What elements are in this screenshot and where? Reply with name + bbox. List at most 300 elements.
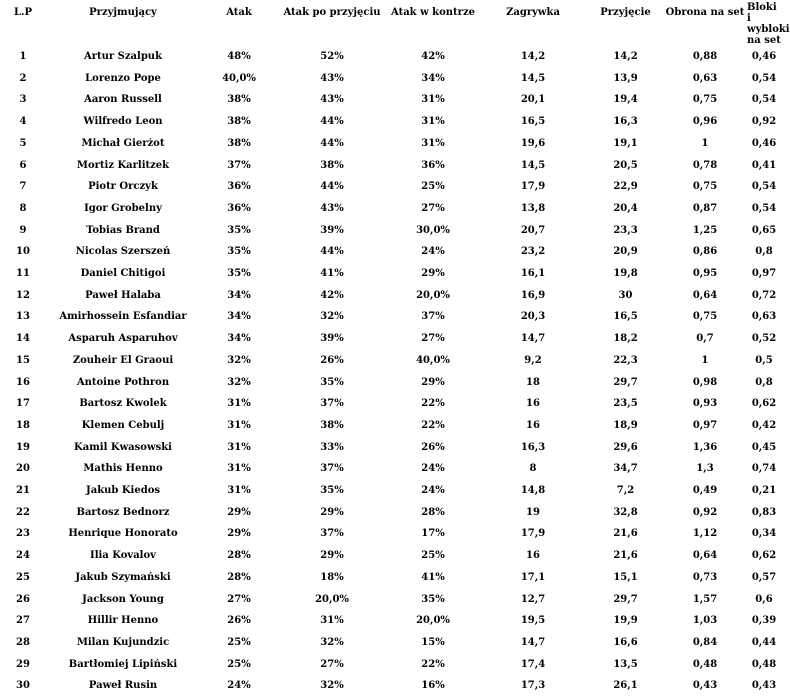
table-cell: 27% [421, 202, 445, 214]
table-cell: 29% [421, 376, 445, 388]
table-cell: 32% [320, 680, 344, 692]
table-cell: 1,03 [692, 615, 718, 627]
table-cell: 31% [227, 441, 251, 453]
table-cell: 0,64 [692, 550, 718, 562]
table-cell: 0,75 [692, 311, 718, 323]
table-row [0, 589, 783, 611]
table-cell: 0,46 [751, 137, 777, 149]
table-cell: 7,2 [616, 485, 635, 497]
table-cell: 27% [320, 658, 344, 670]
table-cell: 0,57 [751, 571, 777, 583]
table-cell: 21,6 [613, 528, 638, 540]
table-cell: 20,5 [613, 159, 638, 171]
table-row [0, 567, 783, 589]
table-cell: 23 [16, 528, 30, 540]
table-cell: 16,3 [613, 116, 638, 128]
table-cell: 0,43 [692, 680, 718, 692]
table-cell: 17,9 [520, 528, 546, 540]
table-cell: 0,95 [692, 268, 718, 280]
table-cell: 12 [16, 289, 30, 301]
table-cell: 35% [227, 246, 251, 258]
table-cell: 32% [320, 311, 344, 323]
table-cell: 39% [320, 333, 344, 345]
player-name-cell: Mathis Henno [83, 463, 163, 475]
player-name-cell: Zouheir El Graoui [72, 354, 174, 366]
table-cell: 26% [227, 615, 251, 627]
table-cell: 7 [19, 181, 27, 193]
table-cell: 32% [227, 376, 251, 388]
table-cell: 0,54 [751, 94, 777, 106]
player-name-cell: Jakub Kiedos [85, 485, 161, 497]
table-cell: 22,3 [613, 354, 638, 366]
table-cell: 23,3 [613, 224, 638, 236]
table-cell: 20 [16, 463, 30, 475]
table-cell: 31% [421, 137, 445, 149]
table-cell: 25% [227, 636, 251, 648]
table-cell: 35% [421, 593, 445, 605]
player-name-cell: Henrique Honorato [68, 528, 178, 540]
table-cell: 0,54 [751, 181, 777, 193]
table-cell: 14,7 [520, 333, 546, 345]
table-cell: 14,7 [520, 636, 546, 648]
table-cell: 0,6 [755, 593, 773, 605]
table-cell: 29% [421, 268, 445, 280]
table-cell: 0,39 [751, 615, 777, 627]
table-cell: 0,74 [751, 463, 777, 475]
table-cell: 1 [701, 137, 709, 149]
table-cell: 16,5 [613, 311, 638, 323]
table-cell: 37% [320, 528, 344, 540]
table-cell: 35% [320, 376, 344, 388]
table-cell: 31% [227, 485, 251, 497]
player-name-cell: Paweł Halaba [85, 289, 161, 301]
table-cell: 23,5 [613, 398, 638, 410]
player-name-cell: Lorenzo Pope [85, 72, 161, 84]
table-cell: 9 [19, 224, 27, 236]
table-cell: 34% [227, 333, 251, 345]
player-name-cell: Asparuh Asparuhov [68, 333, 178, 345]
table-cell: 30 [16, 680, 30, 692]
table-cell: 0,97 [751, 268, 777, 280]
table-cell: 20,3 [520, 311, 546, 323]
table-cell: 19 [16, 441, 30, 453]
table-cell: 0,54 [751, 202, 777, 214]
table-row [0, 68, 783, 90]
table-cell: 21,6 [613, 550, 638, 562]
table-cell: 17,1 [520, 571, 546, 583]
table-cell: 25% [421, 550, 445, 562]
table-cell: 15 [16, 354, 30, 366]
player-name-cell: Daniel Chitigoi [80, 268, 166, 280]
table-cell: 0,75 [692, 94, 718, 106]
table-cell: 20,0% [416, 289, 450, 301]
player-name-cell: Piotr Orczyk [88, 181, 158, 193]
table-cell: 24% [227, 680, 251, 692]
table-cell: 0,88 [692, 51, 718, 62]
table-cell: 1,25 [692, 224, 718, 236]
table-cell: 0,45 [751, 441, 777, 453]
table-cell: 1,57 [692, 593, 718, 605]
table-cell: 16 [16, 376, 30, 388]
table-cell: 21 [16, 485, 30, 497]
table-cell: 0,8 [755, 246, 773, 258]
table-cell: 38% [320, 159, 344, 171]
header-cell: Przyjmujący [89, 7, 157, 18]
table-row [0, 437, 783, 459]
table-cell: 20,9 [613, 246, 638, 258]
table-cell: 0,54 [751, 72, 777, 84]
table-cell: 38% [320, 419, 344, 431]
table-row [0, 458, 783, 480]
header-cell: Zagrywka [506, 7, 560, 18]
table-cell: 26,1 [613, 680, 638, 692]
table-cell: 29,6 [613, 441, 638, 453]
table-cell: 3 [19, 94, 27, 106]
table-cell: 16 [526, 419, 540, 431]
player-name-cell: Bartłomiej Lipiński [68, 658, 178, 670]
table-cell: 43% [320, 202, 344, 214]
table-cell: 20,7 [520, 224, 546, 236]
table-cell: 35% [320, 485, 344, 497]
table-cell: 32% [227, 354, 251, 366]
table-cell: 38% [227, 94, 251, 106]
table-cell: 4 [19, 116, 27, 128]
table-cell: 39% [320, 224, 344, 236]
table-cell: 16 [526, 550, 540, 562]
table-cell: 48% [227, 51, 251, 62]
table-cell: 28% [227, 550, 251, 562]
player-name-cell: Aaron Russell [84, 94, 162, 106]
table-cell: 0,21 [751, 485, 777, 497]
table-cell: 19,5 [520, 615, 546, 627]
table-cell: 34% [227, 289, 251, 301]
table-row [0, 263, 783, 285]
table-cell: 12,7 [520, 593, 546, 605]
table-cell: 25% [421, 181, 445, 193]
table-cell: 11 [16, 268, 30, 280]
table-row [0, 133, 783, 155]
table-cell: 34% [227, 311, 251, 323]
header-cell: Przyjęcie [600, 7, 651, 18]
table-cell: 0,63 [692, 72, 718, 84]
table-row [0, 241, 783, 263]
table-cell: 44% [320, 137, 344, 149]
table-row [0, 306, 783, 328]
table-cell: 0,64 [692, 289, 718, 301]
table-cell: 18 [526, 376, 540, 388]
table-cell: 24% [421, 246, 445, 258]
table-cell: 28 [16, 636, 30, 648]
table-cell: 8 [529, 463, 537, 475]
table-cell: 0,7 [696, 333, 714, 345]
table-cell: 10 [16, 246, 30, 258]
player-name-cell: Wilfredo Leon [83, 116, 163, 128]
table-cell: 23,2 [520, 246, 546, 258]
header-cell: Atak w kontrze [391, 7, 475, 18]
table-cell: 16 [526, 398, 540, 410]
table-cell: 13 [16, 311, 30, 323]
table-cell: 37% [320, 463, 344, 475]
table-cell: 0,42 [751, 419, 777, 431]
table-cell: 29% [320, 550, 344, 562]
table-cell: 37% [227, 159, 251, 171]
player-name-cell: Jakub Szymański [75, 571, 171, 583]
table-cell: 14,2 [520, 51, 546, 62]
table-cell: 5 [19, 137, 27, 149]
table-cell: 2 [19, 72, 27, 84]
header-row [0, 0, 783, 46]
table-row [0, 176, 783, 198]
table-cell: 26% [320, 354, 344, 366]
table-cell: 43% [320, 72, 344, 84]
table-cell: 40,0% [416, 354, 450, 366]
table-cell: 0,75 [692, 181, 718, 193]
table-cell: 0,49 [692, 485, 718, 497]
table-cell: 22 [16, 506, 30, 518]
table-cell: 41% [320, 268, 344, 280]
table-cell: 30 [618, 289, 633, 301]
table-cell: 18,9 [613, 419, 638, 431]
table-row [0, 220, 783, 242]
table-cell: 0,48 [751, 658, 777, 670]
player-name-cell: Klemen Cebulj [81, 419, 165, 431]
table-row [0, 502, 783, 524]
table-cell: 0,86 [692, 246, 718, 258]
table-cell: 0,62 [751, 398, 777, 410]
table-cell: 0,98 [692, 376, 718, 388]
table-cell: 27 [16, 615, 30, 627]
table-cell: 15% [421, 636, 445, 648]
table-cell: 25 [16, 571, 30, 583]
table-row [0, 111, 783, 133]
table-cell: 19,1 [613, 137, 638, 149]
player-name-cell: Bartosz Bednorz [76, 506, 170, 518]
table-cell: 22% [421, 419, 445, 431]
player-name-cell: Paweł Rusin [88, 680, 158, 692]
table-cell: 16% [421, 680, 445, 692]
table-cell: 0,96 [692, 116, 718, 128]
table-cell: 19,4 [613, 94, 638, 106]
table-cell: 29 [16, 658, 30, 670]
table-row [0, 350, 783, 372]
table-cell: 0,93 [692, 398, 718, 410]
table-cell: 14,8 [520, 485, 546, 497]
table-cell: 36% [227, 202, 251, 214]
table-row [0, 393, 783, 415]
table-cell: 0,5 [755, 354, 773, 366]
table-cell: 0,34 [751, 528, 777, 540]
table-cell: 44% [320, 181, 344, 193]
table-cell: 20,4 [613, 202, 638, 214]
table-cell: 33% [320, 441, 344, 453]
table-cell: 29,7 [613, 376, 638, 388]
table-cell: 32% [320, 636, 344, 648]
table-cell: 0,92 [692, 506, 718, 518]
table-row [0, 480, 783, 502]
table-row [0, 155, 783, 177]
table-cell: 17% [421, 528, 445, 540]
table-cell: 28% [227, 571, 251, 583]
table-cell: 14,2 [613, 51, 638, 62]
table-cell: 35% [227, 224, 251, 236]
table-cell: 38% [227, 137, 251, 149]
table-cell: 0,41 [751, 159, 777, 171]
table-cell: 14,5 [520, 72, 546, 84]
table-row [0, 372, 783, 394]
player-name-cell: Michał Gierżot [81, 137, 165, 149]
table-cell: 16,5 [520, 116, 546, 128]
player-name-cell: Antoine Pothron [76, 376, 170, 388]
table-cell: 0,84 [692, 636, 718, 648]
player-name-cell: Kamil Kwasowski [74, 441, 172, 453]
header-cell: L.P [13, 7, 33, 18]
table-cell: 20,0% [416, 615, 450, 627]
table-cell: 0,43 [751, 680, 777, 692]
table-cell: 40,0% [222, 72, 256, 84]
player-name-cell: Hillir Henno [87, 615, 159, 627]
table-cell: 19 [526, 506, 540, 518]
table-row [0, 545, 783, 567]
table-cell: 6 [19, 159, 27, 171]
header-cell: Atak po przyjęciu [283, 7, 381, 18]
table-cell: 17,9 [520, 181, 546, 193]
table-cell: 16,3 [520, 441, 546, 453]
table-cell: 1 [701, 354, 709, 366]
table-cell: 22,9 [613, 181, 638, 193]
table-cell: 31% [421, 94, 445, 106]
header-cell: Bloki i wybloki na set [747, 2, 790, 46]
table-cell: 37% [320, 398, 344, 410]
table-cell: 34,7 [613, 463, 638, 475]
player-name-cell: Mortiz Karlitzek [76, 159, 170, 171]
table-row [0, 328, 783, 350]
table-cell: 13,9 [613, 72, 638, 84]
table-cell: 18 [16, 419, 30, 431]
table-cell: 0,65 [751, 224, 777, 236]
table-cell: 29% [227, 528, 251, 540]
table-row [0, 415, 783, 437]
table-cell: 27% [421, 333, 445, 345]
player-name-cell: Milan Kujundzic [76, 636, 170, 648]
table-cell: 44% [320, 246, 344, 258]
header-cell: Atak [226, 7, 252, 18]
table-cell: 17,3 [520, 680, 546, 692]
table-cell: 38% [227, 116, 251, 128]
table-cell: 1 [19, 51, 27, 62]
table-cell: 13,5 [613, 658, 638, 670]
table-cell: 29% [227, 506, 251, 518]
table-row [0, 654, 783, 676]
table-cell: 31% [320, 615, 344, 627]
table-cell: 20,0% [315, 593, 349, 605]
table-cell: 19,8 [613, 268, 638, 280]
table-cell: 24% [421, 485, 445, 497]
table-cell: 24 [16, 550, 30, 562]
table-cell: 16,9 [520, 289, 546, 301]
table-cell: 1,12 [692, 528, 718, 540]
table-cell: 18,2 [613, 333, 638, 345]
table-cell: 0,73 [692, 571, 718, 583]
table-cell: 28% [421, 506, 445, 518]
table-cell: 17 [16, 398, 30, 410]
table-cell: 15,1 [613, 571, 638, 583]
table-cell: 29,7 [613, 593, 638, 605]
table-cell: 26 [16, 593, 30, 605]
table-cell: 26% [421, 441, 445, 453]
table-cell: 36% [227, 181, 251, 193]
player-name-cell: Ilia Kovalov [90, 550, 156, 562]
table-cell: 0,92 [751, 116, 777, 128]
player-name-cell: Amirhossein Esfandiar [59, 311, 187, 323]
table-cell: 0,8 [755, 376, 773, 388]
table-cell: 8 [19, 202, 27, 214]
table-cell: 44% [320, 116, 344, 128]
table-cell: 22% [421, 658, 445, 670]
table-cell: 25% [227, 658, 251, 670]
table-row [0, 89, 783, 111]
table-cell: 19,9 [613, 615, 638, 627]
table-cell: 0,62 [751, 550, 777, 562]
table-cell: 37% [421, 311, 445, 323]
table-cell: 0,52 [751, 333, 777, 345]
table-cell: 0,44 [751, 636, 777, 648]
table-row [0, 675, 783, 697]
table-row [0, 610, 783, 632]
table-row [0, 198, 783, 220]
table-cell: 0,48 [692, 658, 718, 670]
table-cell: 0,87 [692, 202, 718, 214]
table-cell: 30,0% [416, 224, 450, 236]
table-cell: 31% [227, 463, 251, 475]
table-cell: 42% [421, 51, 445, 62]
table-row [0, 632, 783, 654]
table-cell: 34% [421, 72, 445, 84]
table-cell: 9,2 [524, 354, 542, 366]
table-cell: 20,1 [520, 94, 546, 106]
table-cell: 32,8 [613, 506, 638, 518]
table-cell: 42% [320, 289, 344, 301]
player-name-cell: Igor Grobelny [84, 202, 162, 214]
table-cell: 18% [320, 571, 344, 583]
table-cell: 36% [421, 159, 445, 171]
table-row [0, 285, 783, 307]
table-cell: 1,36 [692, 441, 718, 453]
table-cell: 43% [320, 94, 344, 106]
player-name-cell: Jackson Young [82, 593, 164, 605]
table-cell: 1,3 [696, 463, 714, 475]
player-name-cell: Nicolas Szerszeń [75, 246, 171, 258]
table-cell: 16,1 [520, 268, 546, 280]
table-row [0, 46, 783, 68]
header-cell: Obrona na set [665, 7, 745, 18]
table-cell: 0,97 [692, 419, 718, 431]
table-cell: 29% [320, 506, 344, 518]
table-cell: 0,78 [692, 159, 718, 171]
table-cell: 31% [227, 398, 251, 410]
table-row [0, 523, 783, 545]
table-cell: 52% [320, 51, 344, 62]
table-cell: 0,83 [751, 506, 777, 518]
player-name-cell: Bartosz Kwolek [79, 398, 167, 410]
table-cell: 0,46 [751, 51, 777, 62]
table-cell: 19,6 [520, 137, 546, 149]
table-cell: 41% [421, 571, 445, 583]
table-cell: 17,4 [520, 658, 546, 670]
player-name-cell: Artur Szalpuk [83, 51, 163, 62]
table-cell: 0,72 [751, 289, 777, 301]
table-cell: 14 [16, 333, 30, 345]
table-cell: 16,6 [613, 636, 638, 648]
